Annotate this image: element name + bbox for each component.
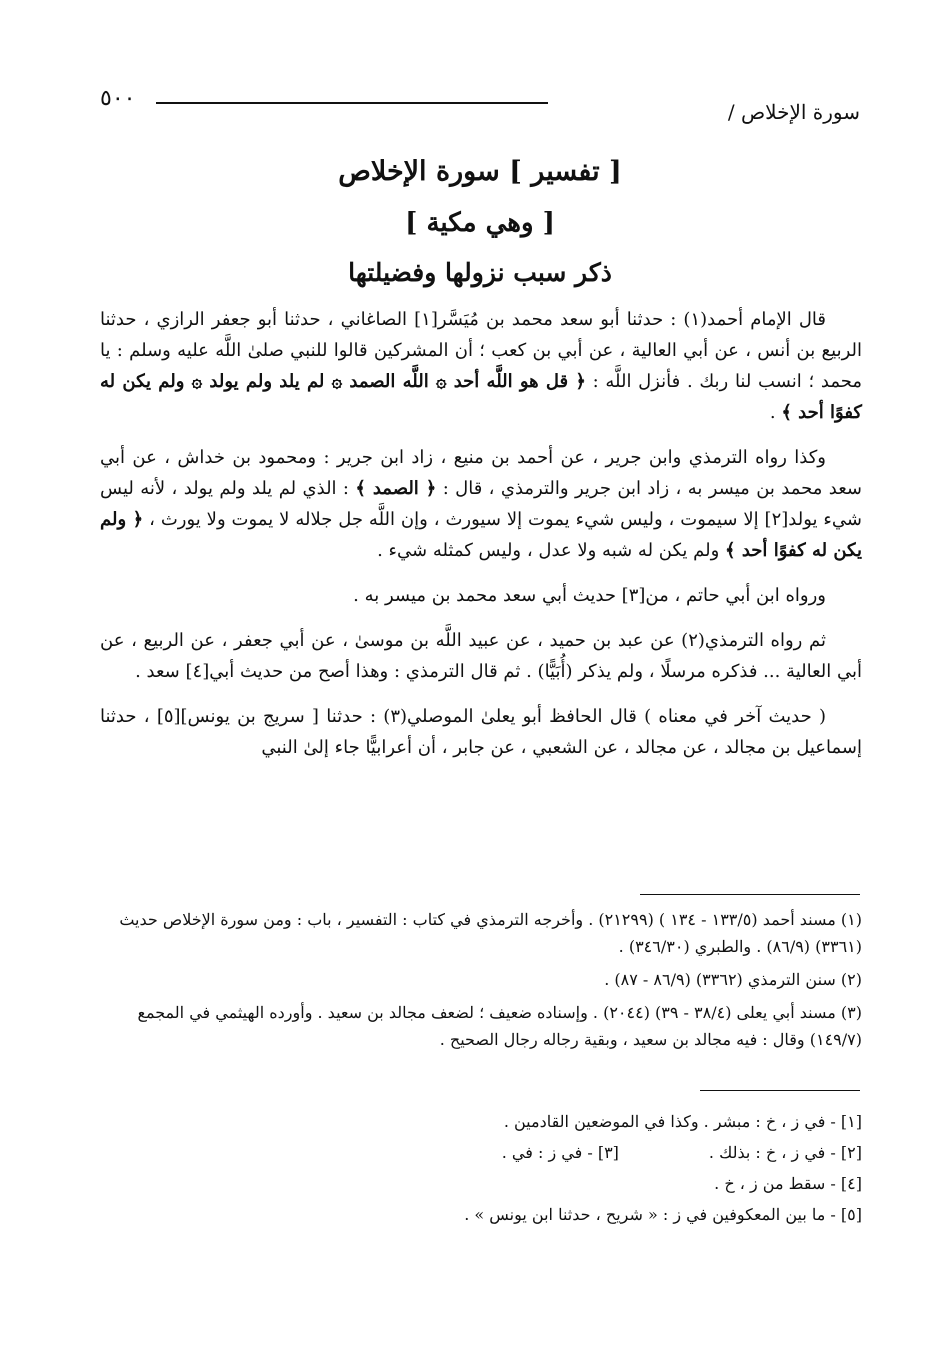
page-header	[100, 86, 860, 126]
paragraph-2	[100, 442, 862, 566]
variant-row	[100, 1139, 862, 1167]
running-title: سورة الإخلاص /	[727, 100, 860, 124]
paragraph-2-text-3: ولم يكن له شبه ولا عدل ، وليس كمثله شيء .	[377, 540, 720, 561]
footnote-rule	[640, 894, 860, 895]
paragraph-4: ثم رواه الترمذي(٢) عن عبد بن حميد ، عن عبيد اللَّه بن موسىٰ ، عن أبي جعفر ، عن الربيع ، عن أبي العالية ... فذكره مرسلًا ، ولم يذكر (أُبَيًّا) . ثم قال الترمذي : وهذا أصح من حديث أبي[٤] سعد .	[100, 630, 862, 682]
variant-5: [٥] - ما بين المعكوفين في ز : « شريح ، حدثنا ابن يونس » .	[464, 1205, 862, 1224]
variant-4: [٤] - سقط من ز ، خ .	[714, 1174, 862, 1193]
quran-quote: ﴿ الصمد ﴾	[355, 478, 437, 499]
paragraph-2-text-2: : الذي لم يلد ولم يولد ، لأنه ليس شيء يولد[٢] إلا سيموت ، وليس شيء يموت إلا سيورث ، وإن اللَّه جل جلاله لا يموت ولا يورث ،	[100, 478, 862, 530]
variant-1: [١] - في ز ، خ : مبشر . وكذا في الموضعين القادمين .	[503, 1112, 862, 1131]
variant-3: [٣] - في ز : في .	[501, 1143, 619, 1162]
page-number: ٥٠٠	[100, 86, 136, 111]
footnote-3: (٣) مسند أبي يعلى (٣٨/٤ - ٣٩) (٢٠٤٤) . وإسناده ضعيف ؛ لضعف مجالد بن سعيد . وأورده الهيثمي في المجمع (١٤٩/٧) وقال : فيه مجالد بن سعيد ، وبقية رجاله رجال الصحيح .	[137, 1003, 862, 1049]
surah-subtitle: [ وهي مكية ]	[405, 208, 555, 238]
footnote-1: (١) مسند أحمد (١٣٣/٥ - ١٣٤ ) (٢١٢٩٩) . وأخرجه الترمذي في كتاب : التفسير ، باب : ومن سورة الإخلاص حديث (٣٣٦١) (٨٦/٩) . والطبري (٣٤٦/٣٠) .	[119, 910, 862, 956]
quran-quote: ﴿ قل هو اللَّه أحد ۞ اللَّه الصمد ۞ لم يلد ولم يولد ۞ ولم يكن له كفوًا أحد ﴾	[100, 371, 862, 423]
paragraph-1-text: قال الإمام أحمد(١) : حدثنا أبو سعد محمد بن مُيَسَّر[١] الصاغاني ، حدثنا أبو جعفر الرازي ، حدثنا الربيع بن أنس ، عن أبي العالية ، عن أبي بن كعب ؛ أن المشركين قالوا للنبي صلىٰ اللَّه عليه وسلم : يا محمد ؛ انسب لنا ربك . فأنزل اللَّه :	[100, 309, 862, 392]
paragraph-2-text: وكذا رواه الترمذي وابن جرير ، عن أحمد بن منيع ، زاد ابن جرير : ومحمود بن خداش ، عن أبي سعد محمد بن ميسر به ، زاد ابن جرير والترمذي ، قال :	[100, 447, 862, 499]
surah-title: [ تفسير ] سورة الإخلاص	[338, 156, 622, 187]
section-heading: ذكر سبب نزولها وفضيلتها	[348, 258, 612, 287]
quran-quote: ﴿ ولم يكن له كفوًا أحد ﴾	[100, 509, 862, 561]
paragraph-5: ( حديث آخر في معناه ) قال الحافظ أبو يعلىٰ الموصلي(٣) : حدثنا [ سريج بن يونس][٥] ، حدثنا إسماعيل بن مجالد ، عن مجالد ، عن الشعبي ، عن جابر ، أن أعرابيًّا جاء إلىٰ النبي	[100, 706, 862, 758]
paragraph-3: ورواه ابن أبي حاتم ، من[٣] حديث أبي سعد محمد بن ميسر به .	[353, 585, 826, 606]
manuscript-variants	[100, 1108, 862, 1232]
reference-footnotes	[100, 906, 862, 1059]
paragraph-1	[100, 304, 862, 428]
header-rule	[156, 102, 548, 104]
main-text	[100, 304, 862, 777]
paragraph-1-end: .	[769, 402, 776, 423]
footnote-2: (٢) سنن الترمذي (٣٣٦٢) (٨٦/٩ - ٨٧) .	[604, 970, 862, 989]
variants-rule	[700, 1090, 860, 1091]
variant-2: [٢] - في ز ، خ : بذلك .	[708, 1143, 862, 1162]
